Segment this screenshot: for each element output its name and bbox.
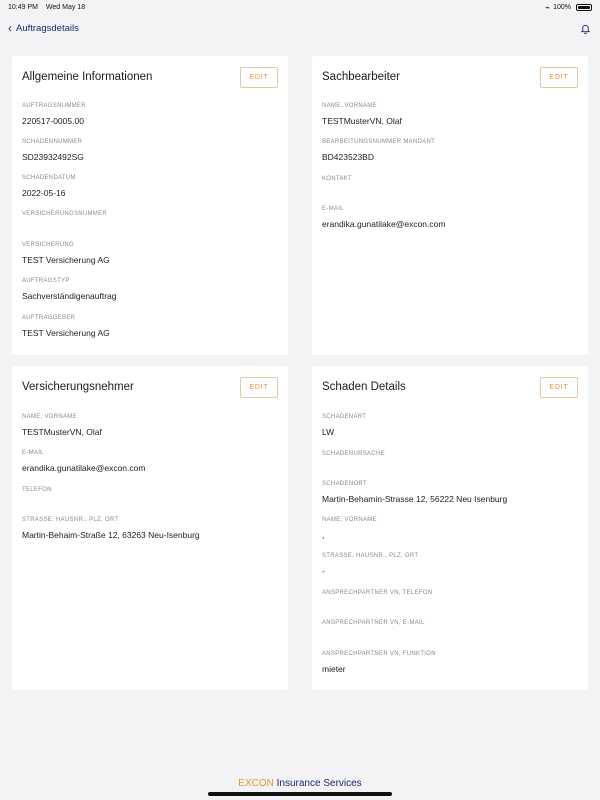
navigation-bar [0,18,600,38]
card-schaden-details [312,366,588,690]
field-versicherungsnummer: VERSICHERUNGSNUMMER [22,211,108,217]
edit-button[interactable]: EDIT [240,67,278,88]
card-title: Allgemeine Informationen [22,71,153,83]
footer-suffix: Insurance Services [273,778,362,789]
field-schadendatum: SCHADENDATUM 2022-05-16 [22,175,76,198]
card-versicherungsnehmer [12,366,288,690]
field-bearbeitungsnummer: BEARBEITUNGSNUMMER MANDANT BD423523BD [322,139,436,162]
back-label: Auftragsdetails [16,22,79,34]
field-schadenursache: SCHADENURSACHE [322,451,385,457]
notification-bell-icon[interactable] [578,21,592,35]
battery-percent: 100% [553,3,571,11]
footer-brand: EXCON [238,778,274,789]
chevron-left-icon: ‹ [8,21,12,35]
edit-button[interactable]: EDIT [240,377,278,398]
field-email: E-MAIL erandika.gunatilake@excon.com [322,206,446,229]
battery-icon [576,4,592,11]
field-name-vorname: NAME, VORNAME TESTMusterVN, Olaf [322,103,402,126]
field-adresse: STRASSE, HAUSNR., PLZ, ORT Martin-Behaim-Straße 12, 63263 Neu-Isenburg [22,517,200,540]
status-date: Wed May 18 [45,3,86,11]
field-adresse: STRASSE, HAUSNR., PLZ, ORT - [322,553,419,576]
card-title: Schaden Details [322,381,406,393]
card-allgemeine-informationen [12,56,288,355]
edit-button[interactable]: EDIT [540,67,578,88]
card-title: Versicherungsnehmer [22,381,134,393]
field-auftragsnummer: AUFTRAGSNUMMER 220517-0005.00 [22,103,86,126]
field-name-vorname: NAME, VORNAME TESTMusterVN, Olaf [22,414,102,437]
wifi-icon: ⌁ [545,2,551,12]
field-schadenart: SCHADENART LW [322,414,367,437]
field-ansprechpartner-email: ANSPRECHPARTNER VN, E-MAIL [322,620,425,626]
field-kontakt: KONTAKT [322,176,352,182]
status-bar [0,0,600,14]
card-sachbearbeiter [312,56,588,355]
back-button[interactable] [8,22,79,34]
status-time: 10:49 PM [8,3,38,11]
card-title: Sachbearbeiter [322,71,400,83]
field-auftraggeber: AUFTRAGGEBER TEST Versicherung AG [22,315,110,338]
field-versicherung: VERSICHERUNG TEST Versicherung AG [22,242,110,265]
field-name-vorname: NAME, VORNAME , [322,517,377,540]
field-schadenort: SCHADENORT Martin-Behamin-Strasse 12, 56222 Neu Isenburg [322,481,508,504]
field-email: E-MAIL erandika.gunatilake@excon.com [22,450,146,473]
field-telefon: TELEFON [22,487,52,493]
field-ansprechpartner-funktion: ANSPRECHPARTNER VN, FUNKTION mieter [322,651,436,674]
field-schadennummer: SCHADENNUMMER SD23932492SG [22,139,84,162]
home-indicator[interactable] [208,792,392,796]
edit-button[interactable]: EDIT [540,377,578,398]
field-auftragstyp: AUFTRAGSTYP Sachverständigenauftrag [22,278,117,301]
footer-branding [0,778,600,789]
field-ansprechpartner-telefon: ANSPRECHPARTNER VN, TELEFON [322,590,433,596]
